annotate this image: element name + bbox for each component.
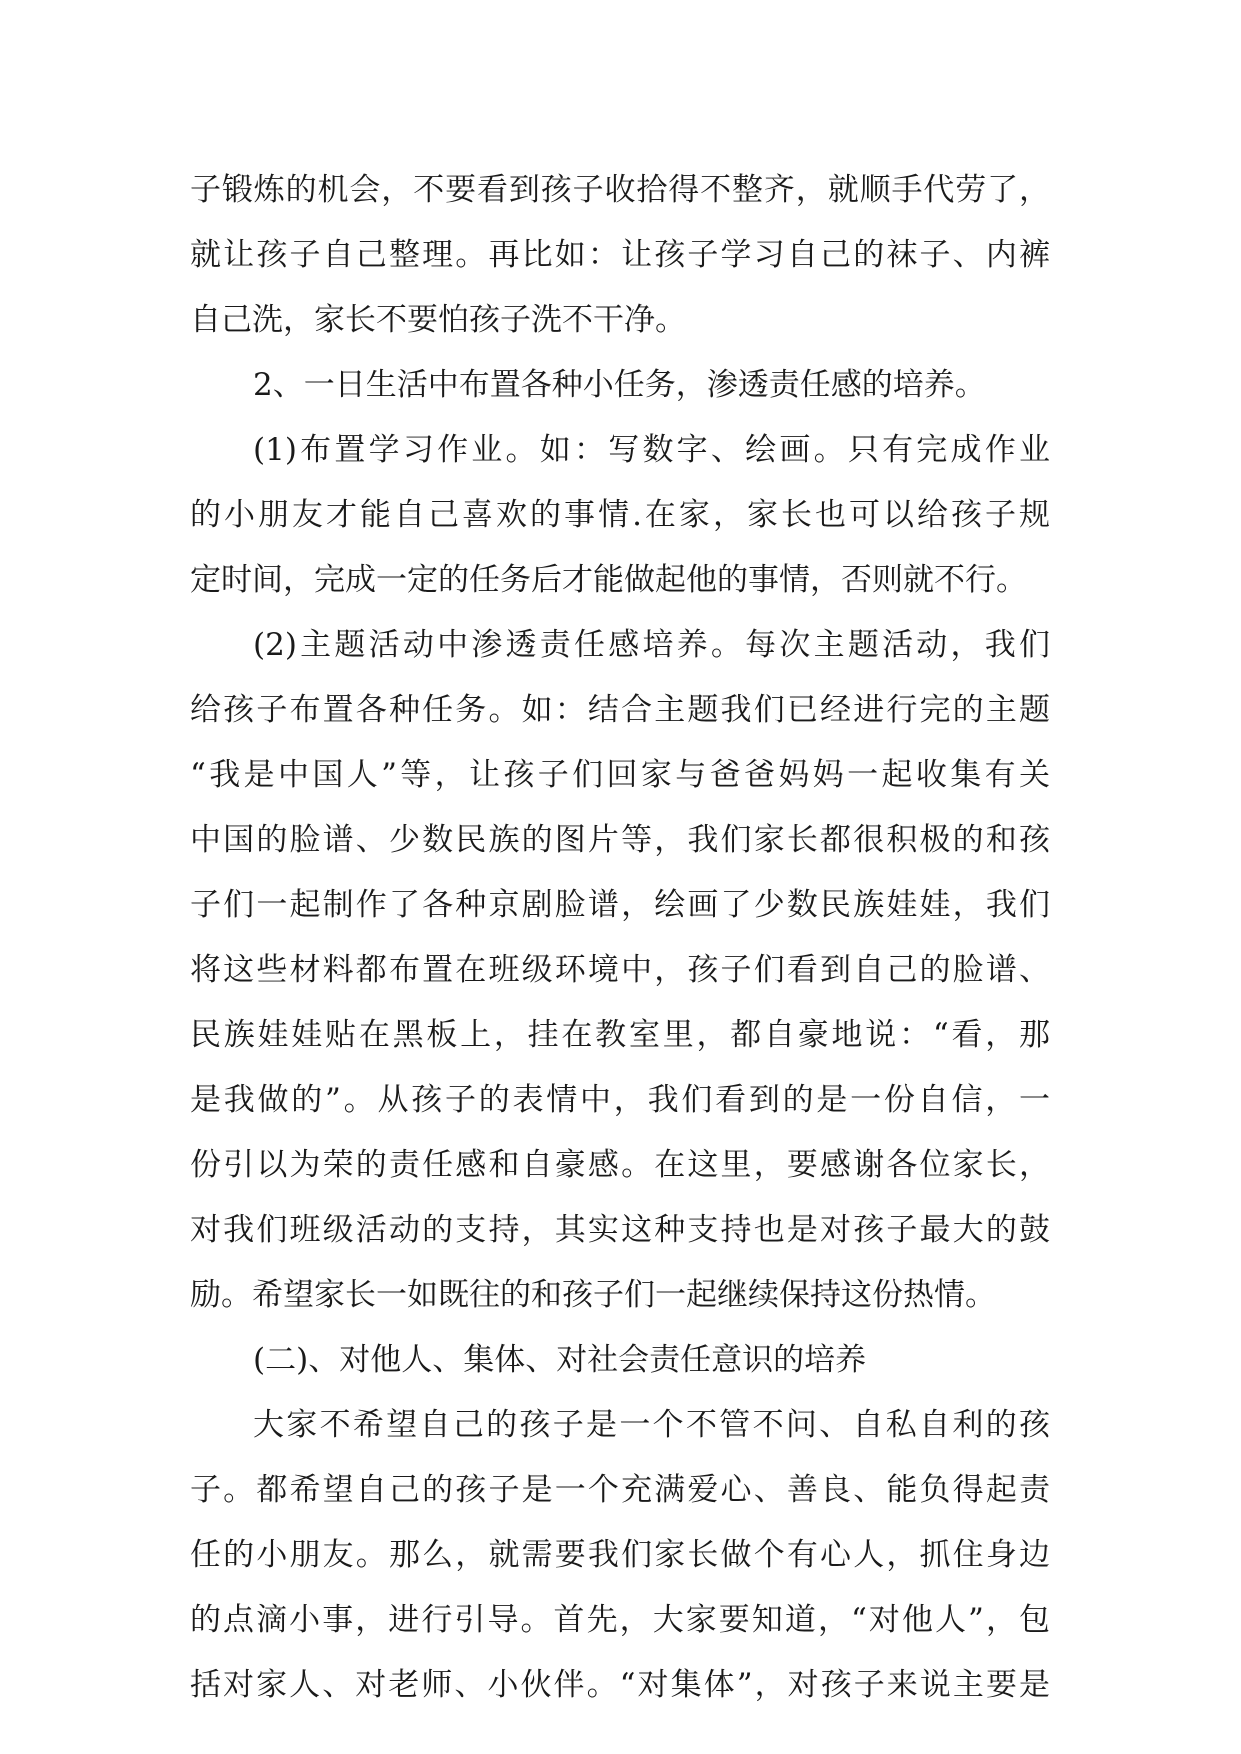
section-heading: (二)、对他人、集体、对社会责任意识的培养 [253,1342,867,1378]
text-line: 子们一起制作了各种京剧脸谱，绘画了少数民族娃娃，我们 [190,887,1050,923]
text-line: 定时间，完成一定的任务后才能做起他的事情，否则就不行。 [190,562,1027,598]
text-line: “我是中国人”等，让孩子们回家与爸爸妈妈一起收集有关 [190,757,1050,793]
text-line: 就让孩子自己整理。再比如：让孩子学习自己的袜子、内裤 [190,237,1050,273]
text-line: 将这些材料都布置在班级环境中，孩子们看到自己的脸谱、 [190,952,1050,988]
text-line: 任的小朋友。那么，就需要我们家长做个有心人，抓住身边 [190,1537,1050,1573]
text-line: 自己洗，家长不要怕孩子洗不干净。 [190,302,686,338]
text-line: 中国的脸谱、少数民族的图片等，我们家长都很积极的和孩 [190,822,1050,858]
text-line: 的点滴小事，进行引导。首先，大家要知道，“对他人”，包 [190,1602,1050,1638]
text-line: 子锻炼的机会，不要看到孩子收拾得不整齐，就顺手代劳了， [190,172,1050,208]
text-line: 括对家人、对老师、小伙伴。“对集体”，对孩子来说主要是 [190,1667,1050,1703]
text-line: 大家不希望自己的孩子是一个不管不问、自私自利的孩 [253,1407,1050,1443]
section-heading: 2、一日生活中布置各种小任务，渗透责任感的培养。 [253,367,986,403]
text-line: (1)布置学习作业。如：写数字、绘画。只有完成作业 [253,432,1050,468]
text-line: 子。都希望自己的孩子是一个充满爱心、善良、能负得起责 [190,1472,1050,1508]
text-line: 励。希望家长一如既往的和孩子们一起继续保持这份热情。 [190,1277,996,1313]
text-line: 给孩子布置各种任务。如：结合主题我们已经进行完的主题 [190,692,1050,728]
body-text [190,158,1050,1718]
text-line: (2)主题活动中渗透责任感培养。每次主题活动，我们 [253,627,1050,663]
text-line: 民族娃娃贴在黑板上，挂在教室里，都自豪地说：“看，那 [190,1017,1050,1053]
text-line: 是我做的”。从孩子的表情中，我们看到的是一份自信，一 [190,1082,1050,1118]
text-line: 份引以为荣的责任感和自豪感。在这里，要感谢各位家长， [190,1147,1050,1183]
text-line: 对我们班级活动的支持，其实这种支持也是对孩子最大的鼓 [190,1212,1050,1248]
text-line: 的小朋友才能自己喜欢的事情.在家，家长也可以给孩子规 [190,497,1050,533]
